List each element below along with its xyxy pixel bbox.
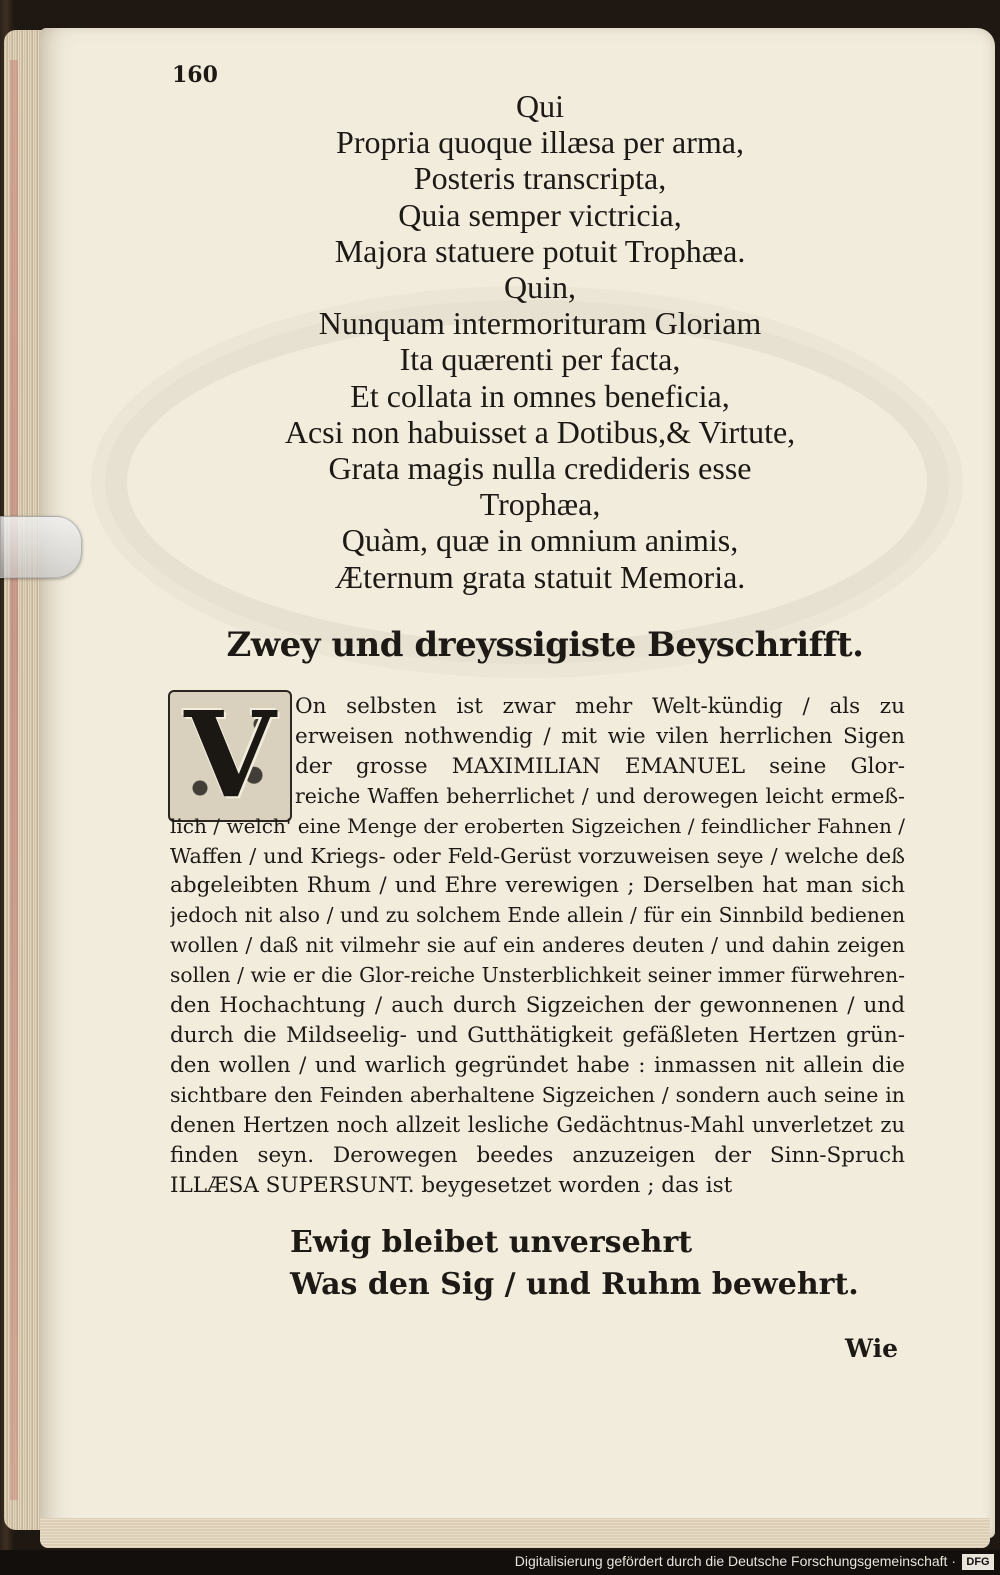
latin-line: Nunquam intermorituram Gloriam <box>318 305 762 342</box>
body-line: sollen / wie er die Glor-reiche Unsterblichkeit seiner immer fürwehren- <box>170 963 905 988</box>
latin-line: Acsi non habuisset a Dotibus,& Virtute, <box>284 413 796 450</box>
body-line: On selbsten ist zwar mehr Welt-kündig / als zu <box>295 694 905 719</box>
page-tab-clip <box>0 516 82 578</box>
digitization-footer <box>0 1550 1000 1575</box>
body-line: den wollen / und warlich gegründet habe : inmassen nit allein die <box>170 1052 905 1078</box>
body-line: jedoch nit also / und zu solchem Ende allein / für ein Sinnbild bedienen <box>170 903 905 928</box>
section-heading: Zwey und dreyssigiste Beyschrifft. <box>226 625 864 665</box>
body-paragraph <box>170 692 905 1200</box>
latin-line: Et collata in omnes beneficia, <box>350 377 730 414</box>
body-line: finden seyn. Derowegen beedes anzuzeigen der Sinn-Spruch <box>170 1142 905 1168</box>
body-line: den Hochachtung / auch durch Sigzeichen der gewonnenen / und <box>170 993 905 1019</box>
latin-line: Quàm, quæ in omnium animis, <box>341 522 739 559</box>
body-line: lich / welch' eine Menge der eroberten Sigzeichen / feindlicher Fahnen / <box>170 813 905 838</box>
latin-line: Propria quoque illæsa per arma, <box>336 124 744 161</box>
latin-inscription <box>200 88 880 595</box>
body-line: wollen / daß nit vilmehr sie auf ein anderes deuten / und dahin zeigen <box>170 933 905 958</box>
catchword: Wie <box>845 1334 899 1363</box>
body-line: abgeleibten Rhum / und Ehre verewigen ; Derselben hat man sich <box>170 873 905 899</box>
body-line: denen Hertzen noch allzeit lesliche Gedächtnus-Mahl unverletzet zu <box>170 1112 905 1137</box>
red-page-edge <box>10 60 18 1500</box>
latin-line: Qui <box>516 88 564 124</box>
funding-credit: Digitalisierung gefördert durch die Deutsche Forschungsgemeinschaft · <box>514 1553 956 1569</box>
latin-line: Ita quærenti per facta, <box>399 341 681 378</box>
latin-line: Posteris transcripta, <box>413 160 667 197</box>
latin-line: Quia semper victricia, <box>398 196 682 233</box>
initial-letter: V <box>184 690 276 822</box>
dfg-logo-icon: DFG <box>962 1554 994 1570</box>
body-line: durch die Mildseelig- und Gutthätigkeit gefäßleten Hertzen grün- <box>170 1022 905 1048</box>
body-line: erweisen nothwendig / mit wie vilen herrlichen Sigen <box>295 723 905 749</box>
verse-line: Ewig bleibet unversehrt <box>290 1225 693 1260</box>
body-line: der grosse MAXIMILIAN EMANUEL seine Glor- <box>295 753 905 779</box>
body-line: sichtbare den Feinden aberhaltene Sigzeichen / sondern auch seine in <box>170 1082 905 1107</box>
latin-line: Æternum grata statuit Memoria. <box>334 558 746 595</box>
latin-line: Majora statuere potuit Trophæa. <box>334 232 746 269</box>
page-number: 160 <box>172 62 218 88</box>
verse-line: Was den Sig / und Ruhm bewehrt. <box>290 1267 859 1302</box>
page-bottom-edges <box>40 1518 990 1548</box>
body-line: reiche Waffen beherrlichet / und derowegen leicht ermeß- <box>295 783 905 808</box>
motto-verse <box>290 1222 859 1306</box>
body-line: Waffen / und Kriegs- oder Feld-Gerüst vorzuweisen seye / welche deß <box>170 843 905 868</box>
latin-line: Grata magis nulla credideris esse <box>328 450 752 487</box>
body-line: ILLÆSA SUPERSUNT. beygesetzet worden ; das ist <box>170 1172 733 1198</box>
latin-line: Trophæa, <box>479 486 601 523</box>
latin-line: Quin, <box>504 269 576 306</box>
